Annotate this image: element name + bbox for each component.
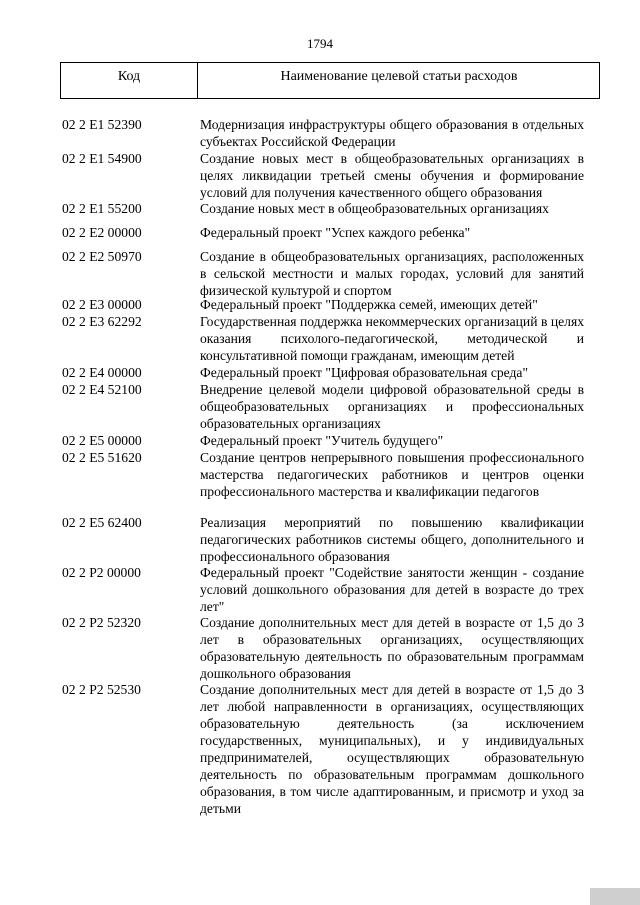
row-code: 02 2 P2 52530	[62, 682, 141, 697]
row-name: Создание в общеобразовательных организациях, расположенных в сельской местности и малых городах, условий для занятий физической культурой и спортом	[200, 249, 584, 298]
row-code: 02 2 E4 52100	[62, 382, 142, 397]
scan-edge-mark	[590, 888, 640, 905]
row-name: Создание дополнительных мест для детей в возрасте от 1,5 до 3 лет любой направленности в организациях, осуществляющих образовательную деятельность (за исключением государственных, муниципальных), и у индивидуальных предпринимателей, осуществляющих образовательную деятельность по образовательным программам дошкольного образования, в том числе адаптированным, и присмотр и уход за детьми	[200, 682, 584, 816]
row-code: 02 2 E1 55200	[62, 201, 142, 216]
row-name: Федеральный проект "Успех каждого ребенка"	[200, 225, 471, 240]
row-name: Создание новых мест в общеобразовательных организациях	[200, 201, 549, 216]
row-code: 02 2 P2 00000	[62, 565, 141, 580]
row-name: Федеральный проект "Поддержка семей, имеющих детей"	[200, 297, 538, 312]
row-name: Государственная поддержка некоммерческих организаций в целях оказания психолого-педагогической, методической и консультативной помощи гражданам, имеющим детей	[200, 314, 584, 363]
row-code: 02 2 E4 00000	[62, 365, 142, 380]
row-name: Создание дополнительных мест для детей в возрасте от 1,5 до 3 лет в образовательных организациях, осуществляющих образовательную деятельность по образовательным программам дошкольного образования	[200, 615, 584, 681]
row-code: 02 2 E5 62400	[62, 515, 142, 530]
row-name: Модернизация инфраструктуры общего образования в отдельных субъектах Российской Федерации	[200, 117, 584, 149]
row-name: Реализация мероприятий по повышению квалификации педагогических работников системы общего, дополнительного и профессионального образования	[200, 515, 584, 564]
row-code: 02 2 E5 00000	[62, 433, 142, 448]
row-code: 02 2 E3 62292	[62, 314, 142, 329]
header-name: Наименование целевой статьи расходов	[280, 69, 518, 84]
row-code: 02 2 E1 54900	[62, 151, 142, 166]
page-number: 1794	[307, 36, 333, 51]
header-code: Код	[117, 69, 141, 84]
row-name: Создание центров непрерывного повышения профессионального мастерства педагогических работников и центров оценки профессионального мастерства и квалификации педагогов	[200, 450, 584, 499]
row-code: 02 2 E3 00000	[62, 297, 142, 312]
row-name: Внедрение целевой модели цифровой образовательной среды в общеобразовательных организациях и профессиональных образовательных организациях	[200, 382, 584, 431]
row-code: 02 2 E2 00000	[62, 225, 142, 240]
row-code: 02 2 E5 51620	[62, 450, 142, 465]
row-name: Федеральный проект "Содействие занятости женщин - создание условий дошкольного образования для детей в возрасте до трех лет"	[200, 565, 584, 614]
row-code: 02 2 E2 50970	[62, 249, 142, 264]
row-code: 02 2 P2 52320	[62, 615, 141, 630]
table-header	[60, 62, 600, 99]
row-name: Федеральный проект "Цифровая образовательная среда"	[200, 365, 529, 380]
row-name: Федеральный проект "Учитель будущего"	[200, 433, 444, 448]
row-name: Создание новых мест в общеобразовательных организациях в целях ликвидации третьей смены обучения и формирование условий для получения качественного общего образования	[200, 151, 584, 200]
row-code: 02 2 E1 52390	[62, 117, 142, 132]
